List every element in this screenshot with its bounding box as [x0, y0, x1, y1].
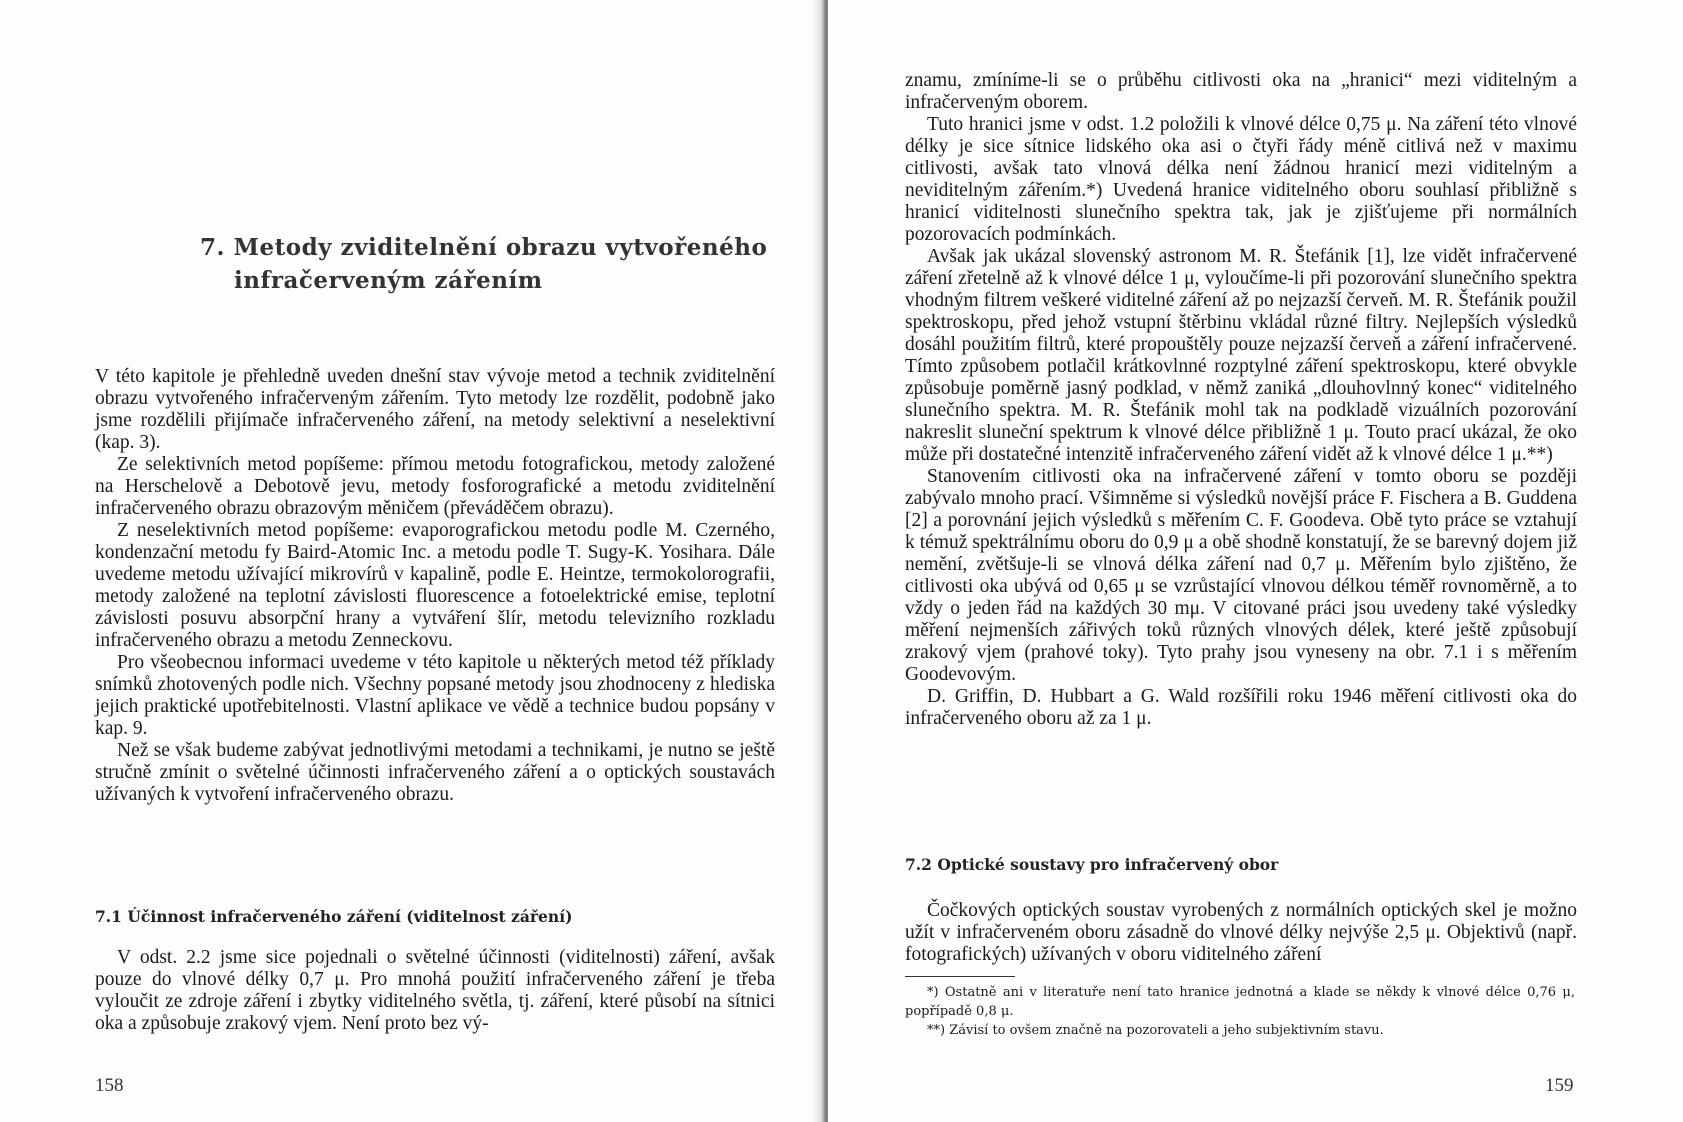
chapter-title	[200, 231, 767, 297]
paragraph: Ze selektivních metod popíšeme: přímou metodu fotografickou, metody založené na Herschelově a Debotově jevu, metody fosforografické a metodu zviditelnění infračerveného obrazu obrazovým měničem (převáděčem obrazu).	[95, 454, 775, 519]
footnotes	[905, 983, 1575, 1040]
paragraph: znamu, zmíníme-li se o průběhu citlivosti oka na „hranici“ mezi viditelným a infračerveným oborem.	[905, 70, 1577, 113]
section-heading-7-2: 7.2 Optické soustavy pro infračervený obor	[905, 855, 1279, 874]
paragraph: V této kapitole je přehledně uveden dnešní stav vývoje metod a technik zviditelnění obrazu vytvořeného infračerveným zářením. Tyto metody lze rozdělit, podobně jako jsme rozdělili přijímače infračerveného záření, na metody selektivní a neselektivní (kap. 3).	[95, 366, 775, 453]
paragraph: Tuto hranici jsme v odst. 1.2 položili k vlnové délce 0,75 μ. Na záření této vlnové délky je sice sítnice lidského oka asi o čtyři řády méně citlivá než v maximu citlivosti, avšak tato vlnová délka není žádnou hranicí mezi viditelným a neviditelným zářením.*) Uvedená hranice viditelného oboru souhlasí přibližně s hranicí viditelnosti slunečního spektra tak, jak je zjišťujeme při normálních pozorovacích podmínkách.	[905, 114, 1577, 245]
page-number: 159	[1545, 1075, 1574, 1096]
intro-text	[95, 366, 775, 806]
paragraph: Avšak jak ukázal slovenský astronom M. R. Štefánik [1], lze vidět infračervené záření zřetelně až k vlnové délce 1 μ, vyloučíme-li při pozorování slunečního spektra vhodným filtrem veškeré viditelné záření až po nejzazší červeň. M. R. Štefánik použil spektroskopu, před jehož vstupní štěrbinu vkládal různé filtry. Nejlepších výsledků dosáhl použitím filtrů, které propouštěly pouze nejzazší červeň a záření infračervené. Tímto způsobem potlačil krátkovlnné rozptylné záření spektroskopu, které obvykle způsobuje poměrně jasný podklad, v němž zaniká „dlouhovlnný konec“ viditelného slunečního spektra. M. R. Štefánik mohl tak na podkladě vizuálních pozorování nakreslit sluneční spektrum k vlnové délce přibližně 1 μ. Touto prací ukázal, že oko může při dostatečné intenzitě infračerveného záření vidět až k vlnové délce 1 μ.**)	[905, 246, 1577, 465]
right-page-text	[905, 70, 1577, 730]
paragraph: D. Griffin, D. Hubbart a G. Wald rozšířili roku 1946 měření citlivosti oka do infračerveného oboru až za 1 μ.	[905, 686, 1577, 729]
page-number: 158	[95, 1075, 124, 1096]
paragraph: V odst. 2.2 jsme sice pojednali o světelné účinnosti (viditelnosti) záření, avšak pouze do vlnové délky 0,7 μ. Pro mnohá použití infračerveného záření je třeba vyloučit ze zdroje záření i zbytky viditelného světla, tj. záření, které působí na sítnici oka a způsobuje zrakový vjem. Není proto bez vý-	[95, 947, 775, 1034]
footnote: **) Závisí to ovšem značně na pozorovateli a jeho subjektivním stavu.	[927, 1023, 1384, 1038]
left-page	[0, 0, 828, 1122]
chapter-title-line-2: infračerveným zářením	[234, 267, 543, 294]
paragraph: Stanovením citlivosti oka na infračervené záření v tomto oboru se později zabývalo mnoho prací. Všimněme si výsledků novější práce F. Fischera a B. Guddena [2] a porovnání jejich výsledků s měřením C. F. Goodeva. Obě tyto práce se vztahují k témuž spektrálnímu oboru do 0,9 μ a obě shodně konstatují, že se barevný dojem již nemění, zvětšuje-li se vlnová délka záření nad 0,7 μ. Měřením bylo zjištěno, že citlivosti oka ubývá od 0,65 μ se vzrůstající vlnovou délkou téměř rovnoměrně, a to vždy o jeden řád na každých 30 mμ. V citované práci jsou uvedeny také výsledky měření nejmenších zářivých toků různých vlnových délek, které ještě způsobují zrakový vjem (prahové toky). Tyto prahy jsou vyneseny na obr. 7.1 i s měřením Goodevovým.	[905, 466, 1577, 685]
footnote-rule	[905, 976, 1015, 977]
paragraph: Než se však budeme zabývat jednotlivými metodami a technikami, je nutno se ještě stručně zmínit o světelné účinnosti infračerveného záření a o optických soustavách užívaných k vytvoření infračerveného obrazu.	[95, 740, 775, 805]
footnote: *) Ostatně ani v literatuře není tato hranice jednotná a klade se někdy k vlnové délce 0,76 μ, popřípadě 0,8 μ.	[905, 985, 1575, 1019]
chapter-title-line-1: 7. Metody zviditelnění obrazu vytvořeného	[200, 234, 768, 261]
section-7-1-text	[95, 947, 775, 1035]
paragraph: Z neselektivních metod popíšeme: evaporografickou metodu podle M. Czerného, kondenzační metodu fy Baird-Atomic Inc. a metodu podle T. Sugy-K. Yosihara. Dále uvedeme metodu užívající mikrovírů v kapalině, podle E. Heintze, termokolorografii, metody založené na teplotní závislosti fluorescence a fotoelektrické emise, teplotní závislosti posuvu absorpční hrany a vytváření šlír, metodu televizního rozkladu infračerveného obrazu a metodu Zenneckovu.	[95, 520, 775, 651]
paragraph: Pro všeobecnou informaci uvedeme v této kapitole u některých metod též příklady snímků zhotovených podle nich. Všechny popsané metody jsou zhodnoceny z hlediska jejich praktické upotřebitelnosti. Vlastní aplikace ve vědě a technice budou popsány v kap. 9.	[95, 652, 775, 739]
section-7-2-text	[905, 900, 1577, 966]
paragraph: Čočkových optických soustav vyrobených z normálních optických skel je možno užít v infračerveném oboru zásadně do vlnové délky nejvýše 2,5 μ. Objektivů (např. fotografických) užívaných v oboru viditelného záření	[905, 900, 1577, 965]
section-heading-7-1: 7.1 Účinnost infračerveného záření (viditelnost záření)	[95, 907, 573, 926]
